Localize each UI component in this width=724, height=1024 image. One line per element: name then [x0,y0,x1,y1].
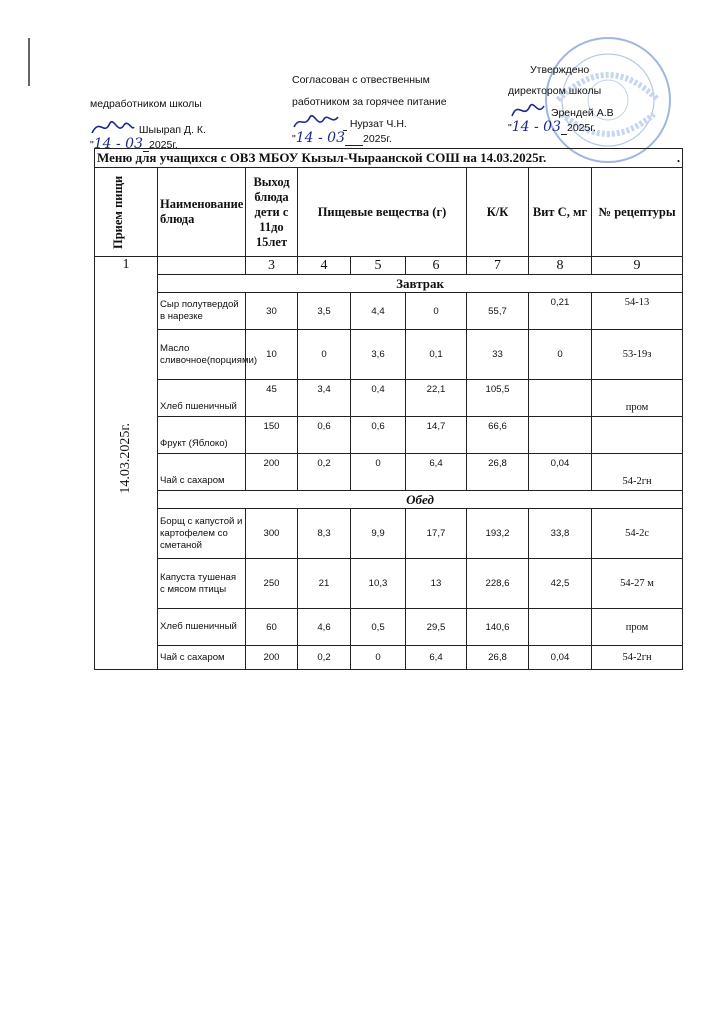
vitamin-c: 33,8 [529,509,592,559]
column-number: 7 [467,257,529,275]
table-row [95,417,683,454]
vitamin-c: 0,04 [529,454,592,491]
portion: 30 [246,293,298,330]
fat: 0,4 [351,380,406,417]
column-number: 6 [406,257,467,275]
calories: 55,7 [467,293,529,330]
column-number: 4 [298,257,351,275]
agreed-date-handwritten: 14 - 03 [295,130,345,146]
medic-date-handwritten: 14 - 03 [93,136,143,152]
medic-title: медработником школы [90,98,202,110]
vitamin-c: 42,5 [529,559,592,609]
table-row [95,293,683,330]
menu-title: Меню для учащихся с ОВЗ МБОУ Кызыл-Чыраанской СОШ на 14.03.2025г. [97,150,547,165]
portion: 300 [246,509,298,559]
fat: 0,5 [351,609,406,646]
column-number: 8 [529,257,592,275]
approved-date-quote: " [508,122,512,134]
carbs: 17,7 [406,509,467,559]
table-row [95,380,683,417]
menu-title-dot: . [676,150,681,165]
approved-name: Эрендей А.В [550,107,614,119]
header-recipe: № рецептуры [592,168,683,257]
dish-name: Чай с сахаром [158,454,246,491]
vitamin-c [529,380,592,417]
menu-title-cell [95,149,683,168]
menu-table [94,148,683,670]
table-row [95,509,683,559]
fat: 4,4 [351,293,406,330]
approved-subtitle: директором школы [508,85,602,97]
agreed-title: Согласован с отвественным [292,74,430,86]
portion: 60 [246,609,298,646]
approved-date-year: 2025г. [567,122,596,134]
table-row [95,609,683,646]
carbs: 29,5 [406,609,467,646]
calories: 66,6 [467,417,529,454]
dish-name: Фрукт (Яблоко) [158,417,246,454]
protein: 0,2 [298,646,351,670]
medic-date-year: 2025г. [149,139,178,151]
header-nutrients: Пищевые вещества (г) [298,168,467,257]
vitamin-c: 0,04 [529,646,592,670]
calories: 140,6 [467,609,529,646]
protein: 3,5 [298,293,351,330]
protein: 21 [298,559,351,609]
table-row [95,646,683,670]
menu-date: 14.03.2025г. [118,423,133,494]
carbs: 13 [406,559,467,609]
protein: 0,6 [298,417,351,454]
vitamin-c [529,417,592,454]
fat: 0 [351,454,406,491]
recipe-number: пром [592,609,683,646]
calories: 193,2 [467,509,529,559]
dish-name: Сыр полутвердой в нарезке [158,293,246,330]
column-number: 5 [351,257,406,275]
table-row [95,559,683,609]
carbs: 14,7 [406,417,467,454]
agreed-signature-icon [292,111,340,131]
table-header-row [95,168,683,257]
header-portion: Выход блюда дети с 11до 15лет [246,168,298,257]
table-row [95,454,683,491]
fat: 0 [351,646,406,670]
dish-name: Хлеб пшеничный [158,380,246,417]
agreed-date-quote: " [292,133,296,145]
date-column [95,257,158,670]
fat: 0,6 [351,417,406,454]
recipe-number: 54-27 м [592,559,683,609]
calories: 228,6 [467,559,529,609]
header-meal [95,168,158,257]
protein: 3,4 [298,380,351,417]
medic-signature-block [90,98,280,152]
vitamin-c [529,609,592,646]
agreed-signature-block [292,74,492,146]
calories: 33 [467,330,529,380]
fat: 9,9 [351,509,406,559]
vitamin-c: 0 [529,330,592,380]
recipe-number [592,417,683,454]
header-dish: Наименование блюда [158,168,246,257]
table-row [95,330,683,380]
protein: 4,6 [298,609,351,646]
section-header-lunch [95,491,683,509]
dish-name: Борщ с капустой и картофелем со сметаной [158,509,246,559]
carbs: 0,1 [406,330,467,380]
carbs: 6,4 [406,454,467,491]
section-header-breakfast [95,275,683,293]
dish-name: Хлеб пшеничный [158,609,246,646]
dish-name: Масло сливочное(порциями) [158,330,246,380]
calories: 26,8 [467,646,529,670]
section-title: Завтрак [158,275,683,293]
agreed-subtitle: работником за горячее питание [292,96,447,108]
approved-date-handwritten: 14 - 03 [511,119,561,135]
medic-date-quote: " [90,139,94,151]
dish-name: Капуста тушеная с мясом птицы [158,559,246,609]
column-number-blank [158,257,246,275]
recipe-number: 54-2гн [592,646,683,670]
carbs: 6,4 [406,646,467,670]
protein: 0 [298,330,351,380]
agreed-name: Нурзат Ч.Н. [349,118,407,130]
carbs: 22,1 [406,380,467,417]
recipe-number: 54-2с [592,509,683,559]
protein: 8,3 [298,509,351,559]
fat: 10,3 [351,559,406,609]
calories: 105,5 [467,380,529,417]
calories: 26,8 [467,454,529,491]
column-number: 1 [122,257,130,272]
medic-name: Шыырап Д. К. [138,124,206,136]
portion: 45 [246,380,298,417]
portion: 200 [246,646,298,670]
recipe-number: пром [592,380,683,417]
header-meal-label: Прием пищи [111,175,125,249]
header-kk: К/К [467,168,529,257]
recipe-number: 54-2гн [592,454,683,491]
carbs: 0 [406,293,467,330]
portion: 250 [246,559,298,609]
column-number-row [95,257,683,275]
medic-signature-icon [90,115,136,137]
approved-signature-block [508,64,708,135]
portion: 150 [246,417,298,454]
fat: 3,6 [351,330,406,380]
header-vitc: Вит С, мг [529,168,592,257]
column-number: 9 [592,257,683,275]
recipe-number: 53-19з [592,330,683,380]
page-edge-mark [28,38,30,86]
portion: 200 [246,454,298,491]
portion: 10 [246,330,298,380]
agreed-date-year: 2025г. [363,133,392,145]
vitamin-c: 0,21 [529,293,592,330]
dish-name: Чай с сахаром [158,646,246,670]
column-number: 3 [246,257,298,275]
approved-signature-icon [508,100,548,120]
protein: 0,2 [298,454,351,491]
approved-title: Утверждено [530,64,590,76]
section-title: Обед [158,491,683,509]
recipe-number: 54-13 [592,293,683,330]
